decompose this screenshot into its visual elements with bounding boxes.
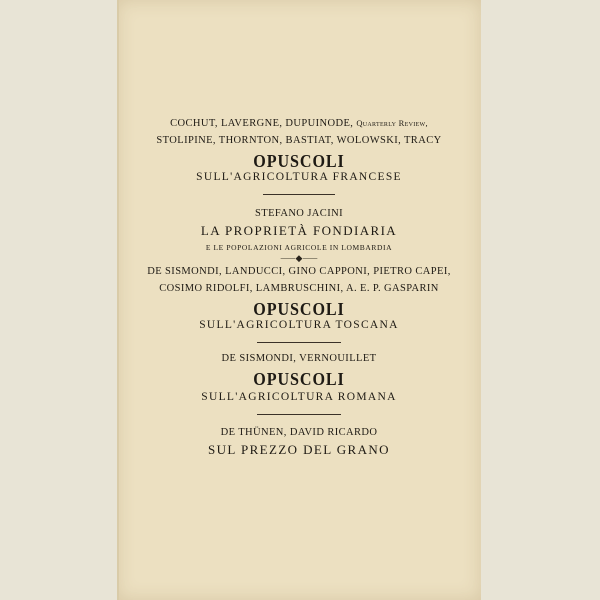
section4-subtitle: SULL'AGRICOLTURA ROMANA <box>201 391 397 403</box>
title-listing <box>117 0 481 600</box>
section3-title: OPUSCOLI <box>253 299 345 319</box>
section1-authors-line1 <box>117 118 481 129</box>
section1-authors-quarterly: Quarterly Review, <box>356 118 428 128</box>
section3-rule <box>257 342 341 343</box>
section2-title: LA PROPRIETÀ FONDIARIA <box>200 223 398 238</box>
section2-author: STEFANO JACINI <box>255 208 343 219</box>
section3-authors-line1: DE SISMONDI, LANDUCCI, GINO CAPPONI, PIETRO CAPEI, <box>147 266 451 277</box>
section2-ornament: ⸺◆⸺ <box>280 253 318 263</box>
section1-subtitle: SULL'AGRICOLTURA FRANCESE <box>196 171 402 183</box>
section1-authors-main: COCHUT, LAVERGNE, DUPUINODE, <box>170 118 354 129</box>
section4-rule <box>257 414 341 415</box>
section3-subtitle: SULL'AGRICOLTURA TOSCANA <box>199 319 399 331</box>
section4-authors: DE SISMONDI, VERNOUILLET <box>221 353 377 364</box>
section1-title: OPUSCOLI <box>253 151 345 171</box>
section5-authors: DE THÜNEN, DAVID RICARDO <box>220 427 378 438</box>
section1-rule <box>263 194 335 195</box>
section2-subtitle: E LE POPOLAZIONI AGRICOLE IN LOMBARDIA <box>205 243 393 252</box>
section5-title: SUL PREZZO DEL GRANO <box>208 442 390 457</box>
section4-title: OPUSCOLI <box>253 369 345 389</box>
section1-authors-line2: STOLIPINE, THORNTON, BASTIAT, WOLOWSKI, TRACY <box>156 135 442 146</box>
section3-authors-line2: COSIMO RIDOLFI, LAMBRUSCHINI, A. E. P. GASPARIN <box>159 283 439 294</box>
